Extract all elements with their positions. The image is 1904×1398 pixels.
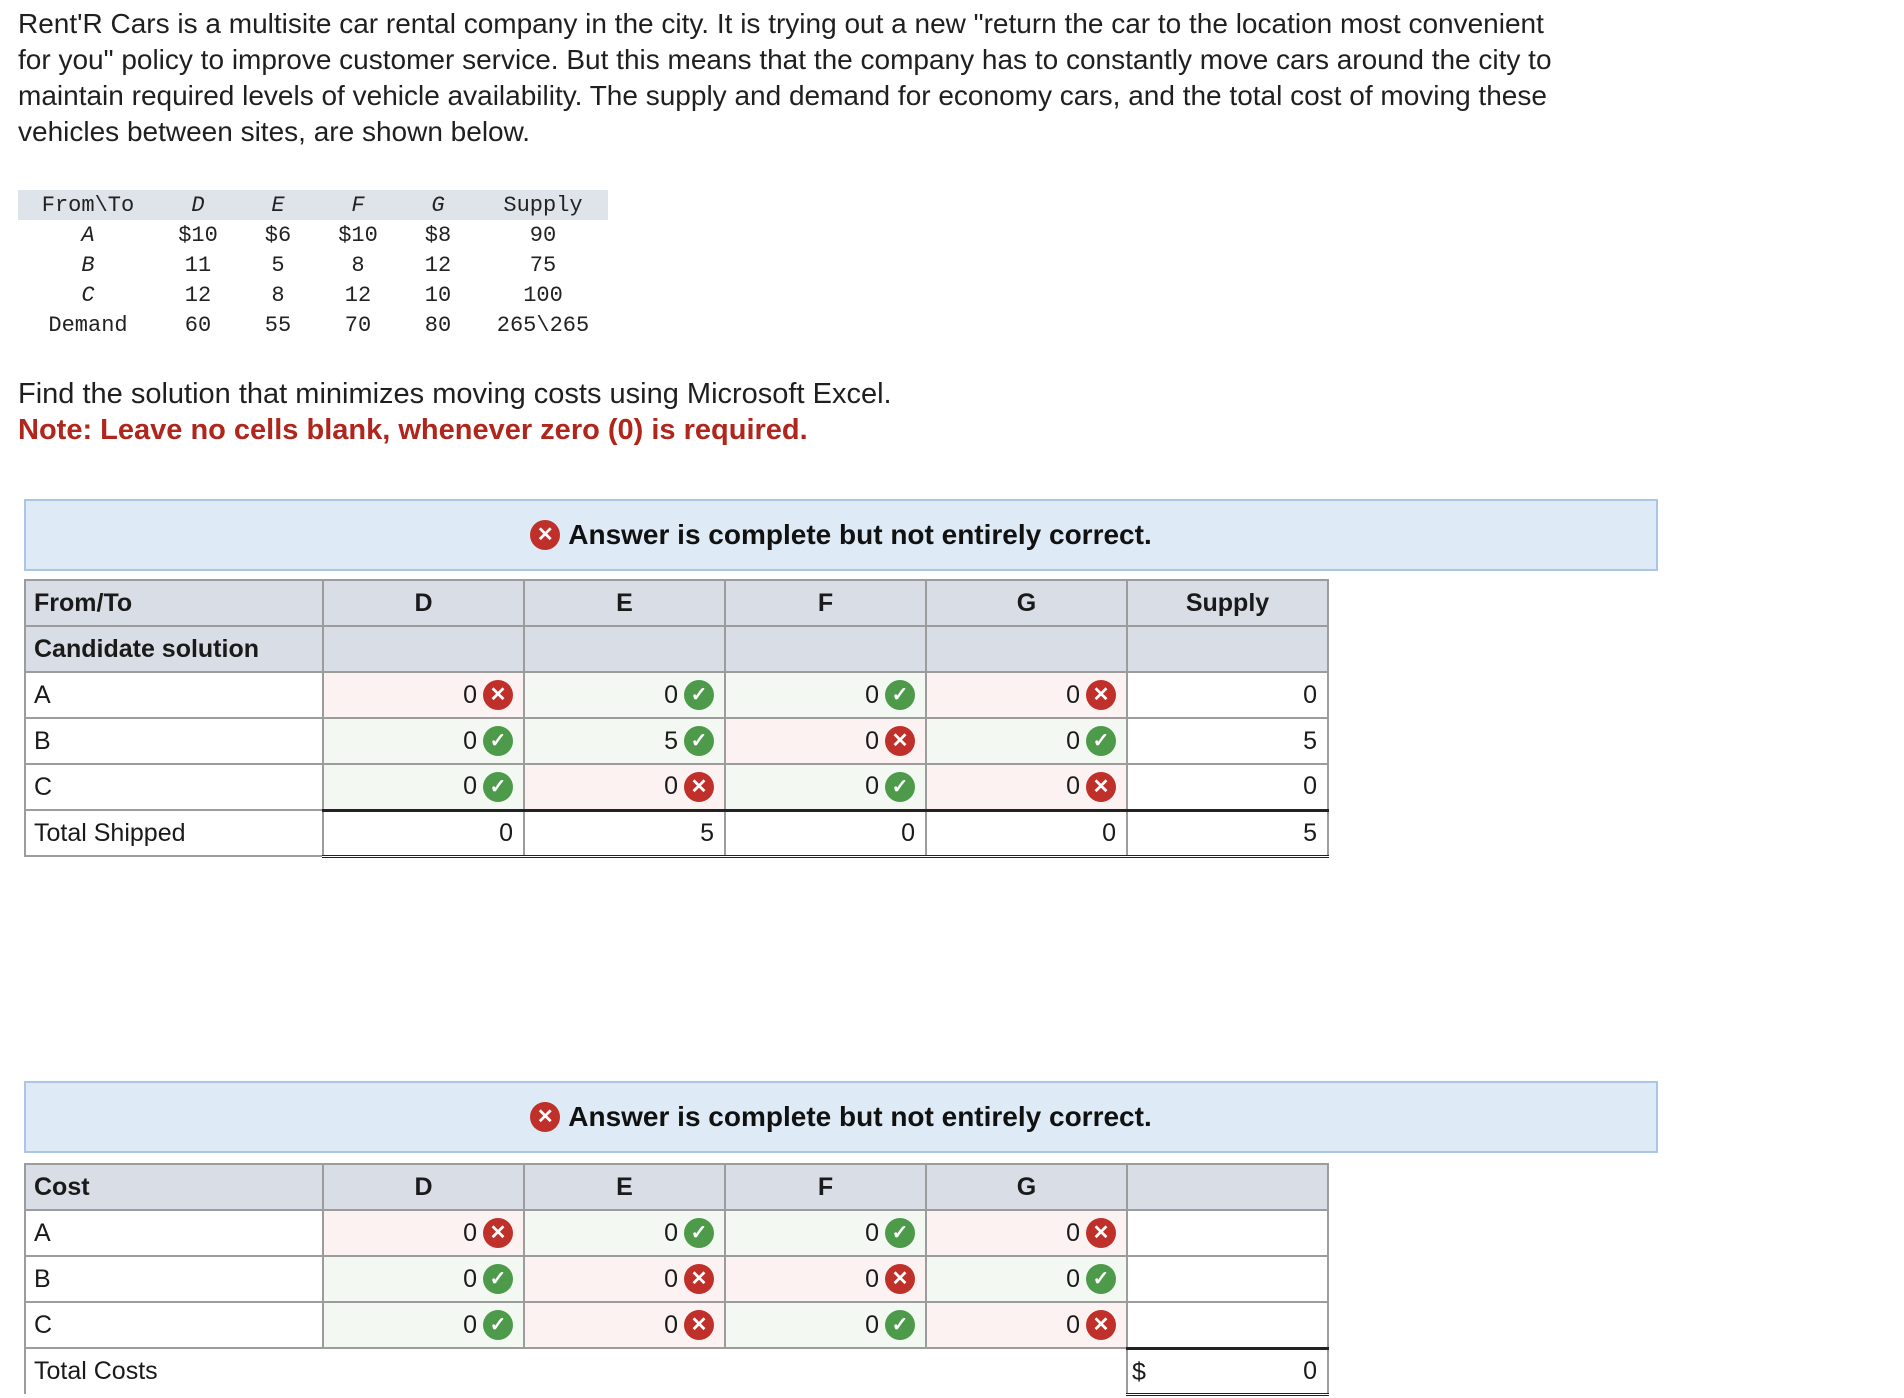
shipping-subheader-row bbox=[25, 626, 1328, 672]
header-from-to: From/To bbox=[25, 580, 323, 626]
answer-input-cell[interactable] bbox=[725, 1256, 926, 1302]
row-label: A bbox=[25, 672, 323, 718]
given-cell: 75 bbox=[529, 252, 557, 278]
shipping-answer-table bbox=[24, 579, 1329, 858]
cost-row-a bbox=[25, 1210, 1328, 1256]
total-costs-value bbox=[1127, 1348, 1328, 1394]
check-icon: ✓ bbox=[1086, 1264, 1116, 1294]
answer-value[interactable]: 0 bbox=[1066, 1310, 1080, 1339]
given-header-from-to: From\To bbox=[18, 190, 158, 220]
given-header-f: F bbox=[318, 190, 398, 220]
given-cell: 70 bbox=[344, 312, 372, 338]
total-shipped-label: Total Shipped bbox=[25, 810, 323, 856]
header-d: D bbox=[323, 580, 524, 626]
check-icon: ✓ bbox=[885, 772, 915, 802]
total-shipped-row bbox=[25, 810, 1328, 856]
x-icon: ✕ bbox=[1086, 772, 1116, 802]
header-f: F bbox=[725, 1164, 926, 1210]
given-cell: 11 bbox=[184, 252, 212, 278]
empty-cell bbox=[1127, 1302, 1328, 1348]
answer-input-cell[interactable] bbox=[323, 1210, 524, 1256]
given-cell: $6 bbox=[264, 222, 292, 248]
header-supply: Supply bbox=[1127, 580, 1328, 626]
note-text: Note: Leave no cells blank, whenever zero (0) is required. bbox=[18, 414, 808, 446]
cost-row-b bbox=[25, 1256, 1328, 1302]
instruction-text: Find the solution that minimizes moving costs using Microsoft Excel. bbox=[18, 378, 892, 410]
header-blank bbox=[1127, 1164, 1328, 1210]
answer-input-cell[interactable] bbox=[926, 672, 1127, 718]
shipping-row-b bbox=[25, 718, 1328, 764]
check-icon: ✓ bbox=[885, 1218, 915, 1248]
check-icon: ✓ bbox=[885, 680, 915, 710]
shipping-row-a bbox=[25, 672, 1328, 718]
answer-value[interactable]: 0 bbox=[1066, 1218, 1080, 1247]
empty-cell bbox=[1127, 1210, 1328, 1256]
answer-input-cell[interactable] bbox=[323, 1256, 524, 1302]
given-cell: 12 bbox=[424, 252, 452, 278]
x-icon: ✕ bbox=[684, 1264, 714, 1294]
header-d: D bbox=[323, 1164, 524, 1210]
given-cell: 8 bbox=[351, 252, 365, 278]
given-cell: 12 bbox=[344, 282, 372, 308]
feedback-text: Answer is complete but not entirely correct. bbox=[568, 519, 1152, 550]
answer-value[interactable]: 0 bbox=[1066, 1264, 1080, 1293]
answer-input-cell[interactable] bbox=[725, 764, 926, 810]
total-shipped-value: 0 bbox=[926, 810, 1127, 856]
subheader-empty bbox=[524, 626, 725, 672]
x-icon: ✕ bbox=[530, 520, 560, 550]
supply-value: 0 bbox=[1127, 672, 1328, 718]
shipping-row-c bbox=[25, 764, 1328, 810]
instructions bbox=[18, 376, 892, 448]
given-cell: 265\265 bbox=[496, 312, 590, 338]
check-icon: ✓ bbox=[483, 1310, 513, 1340]
answer-value[interactable]: 0 bbox=[1066, 680, 1080, 709]
feedback-banner-cost bbox=[24, 1081, 1658, 1153]
answer-input-cell[interactable] bbox=[524, 1256, 725, 1302]
row-label: C bbox=[25, 1302, 323, 1348]
check-icon: ✓ bbox=[684, 680, 714, 710]
currency-symbol: $ bbox=[1132, 1357, 1146, 1386]
given-header-supply: Supply bbox=[478, 190, 608, 220]
cost-answer-table bbox=[24, 1163, 1329, 1396]
subheader-empty bbox=[1127, 626, 1328, 672]
answer-value[interactable]: 0 bbox=[865, 726, 879, 755]
total-shipped-value: 0 bbox=[725, 810, 926, 856]
empty-cell bbox=[524, 1348, 725, 1394]
row-label: A bbox=[25, 1210, 323, 1256]
subheader-empty bbox=[323, 626, 524, 672]
given-cell: $10 bbox=[338, 222, 378, 248]
header-cost: Cost bbox=[25, 1164, 323, 1210]
check-icon: ✓ bbox=[483, 1264, 513, 1294]
given-row-b bbox=[18, 250, 608, 280]
answer-input-cell[interactable] bbox=[926, 764, 1127, 810]
answer-value[interactable]: 0 bbox=[1066, 772, 1080, 801]
empty-cell bbox=[1127, 1256, 1328, 1302]
problem-intro: Rent'R Cars is a multisite car rental company in the city. It is trying out a new "return the car to the location most convenient for you" policy to improve customer service. But this means that the company has to constantly move cars around the city to maintain required levels of vehicle availability. The supply and demand for economy cars, and the total cost of moving these vehicles between sites, are shown below. bbox=[18, 8, 1552, 147]
check-icon: ✓ bbox=[483, 726, 513, 756]
answer-value[interactable]: 0 bbox=[463, 680, 477, 709]
check-icon: ✓ bbox=[483, 772, 513, 802]
given-header-g: G bbox=[398, 190, 478, 220]
answer-input-cell[interactable] bbox=[926, 1210, 1127, 1256]
given-data-table bbox=[18, 190, 608, 340]
given-cell: 8 bbox=[271, 282, 285, 308]
total-shipped-value: 5 bbox=[1127, 810, 1328, 856]
header-f: F bbox=[725, 580, 926, 626]
given-cell: A bbox=[81, 222, 95, 248]
answer-value[interactable]: 0 bbox=[664, 680, 678, 709]
given-cell: $10 bbox=[178, 222, 218, 248]
given-cell: B bbox=[81, 252, 95, 278]
feedback-banner-shipping bbox=[24, 499, 1658, 571]
x-icon: ✕ bbox=[684, 772, 714, 802]
answer-value[interactable]: 0 bbox=[463, 1218, 477, 1247]
empty-cell bbox=[323, 1348, 524, 1394]
given-header-e: E bbox=[238, 190, 318, 220]
given-cell: 90 bbox=[529, 222, 557, 248]
given-cell: Demand bbox=[48, 312, 128, 338]
answer-value[interactable]: 0 bbox=[463, 772, 477, 801]
x-icon: ✕ bbox=[885, 726, 915, 756]
given-cell: 10 bbox=[424, 282, 452, 308]
x-icon: ✕ bbox=[483, 1218, 513, 1248]
empty-cell bbox=[926, 1348, 1127, 1394]
check-icon: ✓ bbox=[1086, 726, 1116, 756]
answer-value[interactable]: 5 bbox=[664, 726, 678, 755]
total-costs-label: Total Costs bbox=[25, 1348, 323, 1394]
check-icon: ✓ bbox=[684, 1218, 714, 1248]
given-cell: $8 bbox=[424, 222, 452, 248]
answer-value[interactable]: 0 bbox=[664, 1218, 678, 1247]
answer-input-cell[interactable] bbox=[725, 718, 926, 764]
shipping-header-row bbox=[25, 580, 1328, 626]
answer-value[interactable]: 0 bbox=[664, 1310, 678, 1339]
check-icon: ✓ bbox=[885, 1310, 915, 1340]
answer-input-cell[interactable] bbox=[323, 764, 524, 810]
answer-input-cell[interactable] bbox=[926, 718, 1127, 764]
given-cell: 5 bbox=[271, 252, 285, 278]
answer-value[interactable]: 0 bbox=[865, 1264, 879, 1293]
answer-value[interactable]: 0 bbox=[865, 680, 879, 709]
answer-input-cell[interactable] bbox=[524, 764, 725, 810]
answer-value[interactable]: 0 bbox=[1066, 726, 1080, 755]
answer-value[interactable]: 0 bbox=[463, 726, 477, 755]
given-header-row bbox=[18, 190, 608, 220]
row-label: B bbox=[25, 1256, 323, 1302]
total-shipped-value: 5 bbox=[524, 810, 725, 856]
answer-input-cell[interactable] bbox=[323, 672, 524, 718]
given-row-demand bbox=[18, 310, 608, 340]
header-e: E bbox=[524, 580, 725, 626]
given-cell: 60 bbox=[184, 312, 212, 338]
given-row-c bbox=[18, 280, 608, 310]
given-cell: 100 bbox=[523, 282, 563, 308]
x-icon: ✕ bbox=[684, 1310, 714, 1340]
answer-input-cell[interactable] bbox=[725, 1302, 926, 1348]
x-icon: ✕ bbox=[483, 680, 513, 710]
subheader-empty bbox=[926, 626, 1127, 672]
answer-input-cell[interactable] bbox=[725, 672, 926, 718]
x-icon: ✕ bbox=[1086, 680, 1116, 710]
answer-input-cell[interactable] bbox=[524, 672, 725, 718]
answer-value[interactable]: 0 bbox=[463, 1264, 477, 1293]
header-g: G bbox=[926, 580, 1127, 626]
supply-value: 5 bbox=[1127, 718, 1328, 764]
given-row-a bbox=[18, 220, 608, 250]
given-cell: 55 bbox=[264, 312, 292, 338]
cost-header-row bbox=[25, 1164, 1328, 1210]
empty-cell bbox=[725, 1348, 926, 1394]
x-icon: ✕ bbox=[530, 1102, 560, 1132]
row-label: C bbox=[25, 764, 323, 810]
answer-value[interactable]: 0 bbox=[664, 772, 678, 801]
answer-value[interactable]: 0 bbox=[865, 772, 879, 801]
given-cell: 80 bbox=[424, 312, 452, 338]
total-shipped-value: 0 bbox=[323, 810, 524, 856]
answer-input-cell[interactable] bbox=[524, 718, 725, 764]
given-cell: C bbox=[81, 282, 95, 308]
answer-value[interactable]: 0 bbox=[664, 1264, 678, 1293]
answer-value[interactable]: 0 bbox=[865, 1310, 879, 1339]
row-label: B bbox=[25, 718, 323, 764]
header-g: G bbox=[926, 1164, 1127, 1210]
answer-input-cell[interactable] bbox=[926, 1256, 1127, 1302]
answer-input-cell[interactable] bbox=[725, 1210, 926, 1256]
answer-input-cell[interactable] bbox=[323, 1302, 524, 1348]
feedback-text: Answer is complete but not entirely correct. bbox=[568, 1101, 1152, 1132]
answer-input-cell[interactable] bbox=[926, 1302, 1127, 1348]
x-icon: ✕ bbox=[1086, 1218, 1116, 1248]
x-icon: ✕ bbox=[885, 1264, 915, 1294]
subheader-empty bbox=[725, 626, 926, 672]
answer-value[interactable]: 0 bbox=[463, 1310, 477, 1339]
cost-row-c bbox=[25, 1302, 1328, 1348]
answer-input-cell[interactable] bbox=[524, 1210, 725, 1256]
given-header-d: D bbox=[158, 190, 238, 220]
candidate-solution-label: Candidate solution bbox=[25, 626, 323, 672]
check-icon: ✓ bbox=[684, 726, 714, 756]
total-costs-row bbox=[25, 1348, 1328, 1394]
x-icon: ✕ bbox=[1086, 1310, 1116, 1340]
answer-input-cell[interactable] bbox=[524, 1302, 725, 1348]
header-e: E bbox=[524, 1164, 725, 1210]
answer-value[interactable]: 0 bbox=[865, 1218, 879, 1247]
total-costs-amount: 0 bbox=[1303, 1356, 1317, 1385]
answer-input-cell[interactable] bbox=[323, 718, 524, 764]
given-cell: 12 bbox=[184, 282, 212, 308]
supply-value: 0 bbox=[1127, 764, 1328, 810]
